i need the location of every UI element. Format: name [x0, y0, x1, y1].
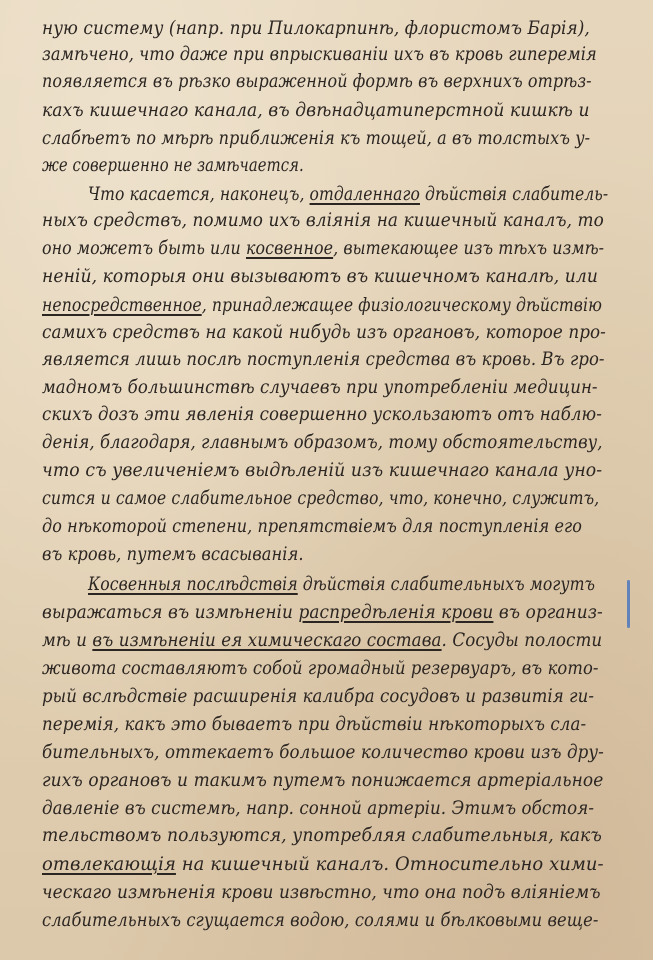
line-segment: на кишечный каналъ. Относительно хими- [175, 853, 604, 875]
text-line [42, 16, 590, 40]
line-segment: ную систему (напр. при Пилокарпинѣ, флористомъ Барія), [42, 17, 590, 39]
line-segment: въ кровь, путемъ всасыванія. [42, 543, 304, 565]
text-line [42, 347, 605, 371]
underlined-phrase: отдаленнаго [309, 183, 420, 205]
text-line [42, 823, 602, 847]
line-segment: является лишь послѣ поступленія средства въ кровь. Въ гро- [42, 348, 605, 370]
underlined-phrase: косвенное [245, 237, 334, 259]
line-segment: сится и самое слабительное средство, что, конечно, служитъ, [42, 487, 600, 509]
underlined-phrase: отвлекающія [42, 853, 176, 875]
text-line [42, 458, 602, 482]
text-line [42, 402, 602, 426]
text-line [42, 264, 598, 288]
line-segment: мѣ и [42, 629, 93, 651]
line-segment: слабѣетъ по мѣрѣ приближенія къ тощей, а въ толстыхъ у- [42, 127, 591, 149]
blue-pencil-margin-mark [627, 580, 630, 628]
line-segment: гихъ органовъ и такимъ путемъ понижается артеріальное [42, 769, 604, 791]
text-line [42, 126, 590, 150]
text-line [42, 320, 606, 344]
text-line [42, 852, 604, 876]
text-line [42, 712, 586, 736]
line-segment: , принадлежащее физіологическому дѣйствію [201, 294, 602, 316]
line-segment: мадномъ большинствѣ случаевъ при употребленіи медицин- [42, 376, 598, 398]
text-line [42, 740, 604, 764]
text-line [42, 153, 304, 177]
line-segment: живота составляютъ собой громадный резервуаръ, въ кото- [42, 657, 599, 679]
text-line [42, 796, 594, 820]
line-segment: кахъ кишечнаго канала, въ двѣнадцатиперстной кишкѣ и [42, 99, 590, 121]
text-line [42, 514, 582, 538]
text-line [42, 908, 598, 932]
underlined-phrase: Косвенныя послѣдствія [88, 573, 298, 595]
underlined-phrase: распредѣленія крови [298, 601, 494, 623]
line-segment: оно можетъ быть или [42, 237, 246, 259]
line-segment: . Сосуды полости [441, 629, 603, 651]
text-line [42, 236, 604, 260]
line-segment: самихъ средствъ на какой нибудь изъ органовъ, которое про- [42, 321, 606, 343]
line-segment: въ организ- [493, 601, 603, 623]
line-segment: же совершенно не замѣчается. [42, 154, 304, 176]
line-segment: дѣйствія слабительныхъ могутъ [297, 573, 596, 595]
text-line [42, 880, 601, 904]
text-line [42, 542, 304, 566]
line-segment: , вытекающее изъ тѣхъ измѣ- [333, 237, 605, 259]
text-line [42, 430, 603, 454]
text-line [42, 98, 590, 122]
line-segment: появляется въ рѣзко выраженной формѣ въ верхнихъ отрѣз- [42, 70, 592, 92]
line-segment: дѣйствія слабитель- [419, 183, 609, 205]
text-line [42, 293, 602, 317]
line-segment: денія, благодаря, главнымъ образомъ, тому обстоятельству, [42, 431, 603, 453]
line-segment: неній, которыя они вызываютъ въ кишечномъ каналѣ, или [42, 265, 598, 287]
underlined-phrase: въ измѣненіи ея химическаго состава [92, 629, 442, 651]
text-line [88, 572, 595, 596]
text-line [42, 208, 604, 232]
underlined-phrase: непосредственное [42, 294, 202, 316]
line-segment: рый вслѣдствіе расширенія калибра сосудовъ и развитія ги- [42, 685, 595, 707]
line-segment: выражаться въ измѣненіи [42, 601, 299, 623]
text-line [42, 486, 599, 510]
text-line [42, 656, 599, 680]
text-line [42, 42, 597, 66]
line-segment: слабительныхъ сгущается водою, солями и бѣлковыми веще- [42, 909, 599, 931]
line-segment: до нѣкоторой степени, препятствіемъ для поступленія его [42, 515, 582, 537]
line-segment: давленіе въ системѣ, напр. сонной артеріи. Этимъ обстоя- [42, 797, 595, 819]
line-segment: тельствомъ пользуются, употребляя слабительныя, какъ [42, 824, 602, 846]
text-line [88, 182, 608, 206]
line-segment: ческаго измѣненія крови извѣстно, что она подъ вліяніемъ [42, 881, 601, 903]
line-segment: замѣчено, что даже при впрыскиваніи ихъ въ кровь гиперемія [42, 43, 597, 65]
line-segment: перемія, какъ это бываетъ при дѣйствіи нѣкоторыхъ сла- [42, 713, 587, 735]
text-line [42, 600, 603, 624]
text-line [42, 375, 598, 399]
line-segment: бительныхъ, оттекаетъ большое количество крови изъ дру- [42, 741, 604, 763]
text-line [42, 684, 594, 708]
line-segment: Что касается, наконецъ, [88, 183, 310, 205]
text-line [42, 628, 602, 652]
line-segment: ныхъ средствъ, помимо ихъ вліянія на кишечный каналъ, то [42, 209, 604, 231]
line-segment: что съ увеличеніемъ выдѣленій изъ кишечнаго канала уно- [42, 459, 603, 481]
text-line [42, 768, 603, 792]
line-segment: скихъ дозъ эти явленія совершенно ускользаютъ отъ наблю- [42, 403, 602, 425]
text-line [42, 69, 592, 93]
